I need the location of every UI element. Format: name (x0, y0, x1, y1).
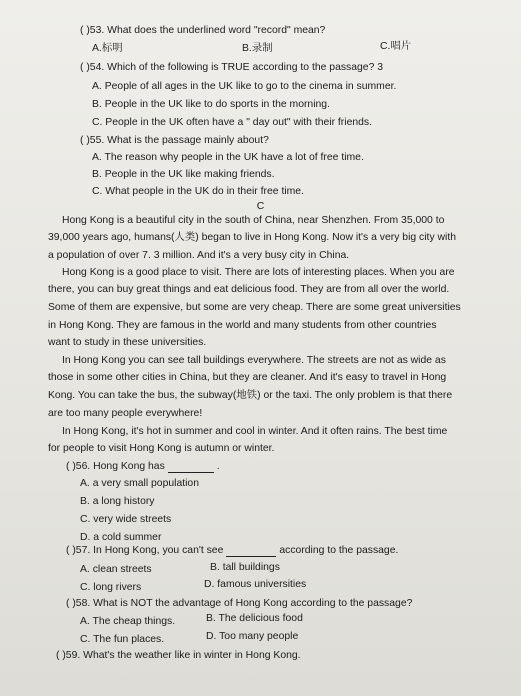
q53-option-c: C.唱片 (380, 41, 412, 52)
q57-stem (66, 545, 398, 557)
q56-option-c: C. very wide streets (80, 514, 172, 525)
q55-option-c: C. What people in the UK do in their free time. (92, 186, 304, 197)
passage-line: there, you can buy great things and eat delicious food. They are from all over the world. (48, 284, 450, 295)
passage-line: Hong Kong is a good place to visit. There are lots of interesting places. When you are (62, 267, 455, 278)
q57-stem-end: according to the passage. (279, 545, 399, 556)
q58-stem: ( )58. What is NOT the advantage of Hong Kong according to the passage? (66, 598, 413, 609)
q57-option-a: A. clean streets (80, 564, 152, 575)
q53-option-b: B.录制 (242, 43, 273, 54)
passage-line: 39,000 years ago, humans(人类) began to live in Hong Kong. Now it's a very big city with (48, 232, 456, 243)
passage-line: a population of over 7. 3 million. And it's a very busy city in China. (48, 250, 350, 261)
passage-line: Kong. You can take the bus, the subway(地铁) or the taxi. The only problem is that there (48, 390, 453, 401)
q59-stem: ( )59. What's the weather like in winter in Hong Kong. (56, 650, 301, 661)
passage-line: those in some other cities in China, but they are cleaner. And it's easy to travel in Hong (48, 372, 447, 383)
q54-option-b: B. People in the UK like to do sports in the morning. (92, 99, 330, 110)
passage-line: In Hong Kong you can see tall buildings everywhere. The streets are not as wide as (62, 355, 446, 366)
q55-option-b: B. People in the UK like making friends. (92, 169, 275, 180)
q53-stem: ( )53. What does the underlined word "record" mean? (80, 25, 326, 36)
passage-line: are too many people everywhere! (48, 408, 203, 419)
passage-line: in Hong Kong. They are famous in the world and many students from other countries (48, 320, 437, 331)
q56-stem (66, 461, 220, 473)
q55-stem: ( )55. What is the passage mainly about? (80, 135, 269, 146)
passage-line: Hong Kong is a beautiful city in the south of China, near Shenzhen. From 35,000 to (62, 215, 445, 226)
q54-option-a: A. People of all ages in the UK like to go to the cinema in summer. (92, 81, 397, 92)
q55-option-a: A. The reason why people in the UK have a lot of free time. (92, 152, 364, 163)
q56-stem-end: . (216, 461, 220, 472)
q56-option-b: B. a long history (80, 496, 155, 507)
q53-option-a: A.标明 (92, 43, 123, 54)
q57-option-b: B. tall buildings (210, 562, 280, 573)
q56-option-a: A. a very small population (80, 478, 199, 489)
section-label: C (256, 201, 265, 212)
q54-stem: ( )54. Which of the following is TRUE according to the passage? 3 (80, 62, 384, 73)
q57-answer-blank[interactable] (226, 546, 276, 557)
passage-line: In Hong Kong, it's hot in summer and cool in winter. And it often rains. The best time (62, 426, 448, 437)
q58-option-d: D. Too many people (206, 631, 299, 642)
q58-option-b: B. The delicious food (206, 613, 303, 624)
q57-option-d: D. famous universities (204, 579, 307, 590)
passage-line: for people to visit Hong Kong is autumn or winter. (48, 443, 275, 454)
q54-option-c: C. People in the UK often have a " day out" with their friends. (92, 117, 372, 128)
q56-stem-text: ( )56. Hong Kong has (66, 461, 165, 472)
q57-option-c: C. long rivers (80, 582, 142, 593)
passage-line: want to study in these universities. (48, 337, 207, 348)
q56-answer-blank[interactable] (168, 462, 214, 473)
q58-option-a: A. The cheap things. (80, 616, 176, 627)
q57-stem-text: ( )57. In Hong Kong, you can't see (66, 545, 224, 556)
q58-option-c: C. The fun places. (80, 634, 165, 645)
q56-option-d: D. a cold summer (80, 532, 162, 543)
passage-line: Some of them are expensive, but some are very cheap. There are some great universities (48, 302, 461, 313)
